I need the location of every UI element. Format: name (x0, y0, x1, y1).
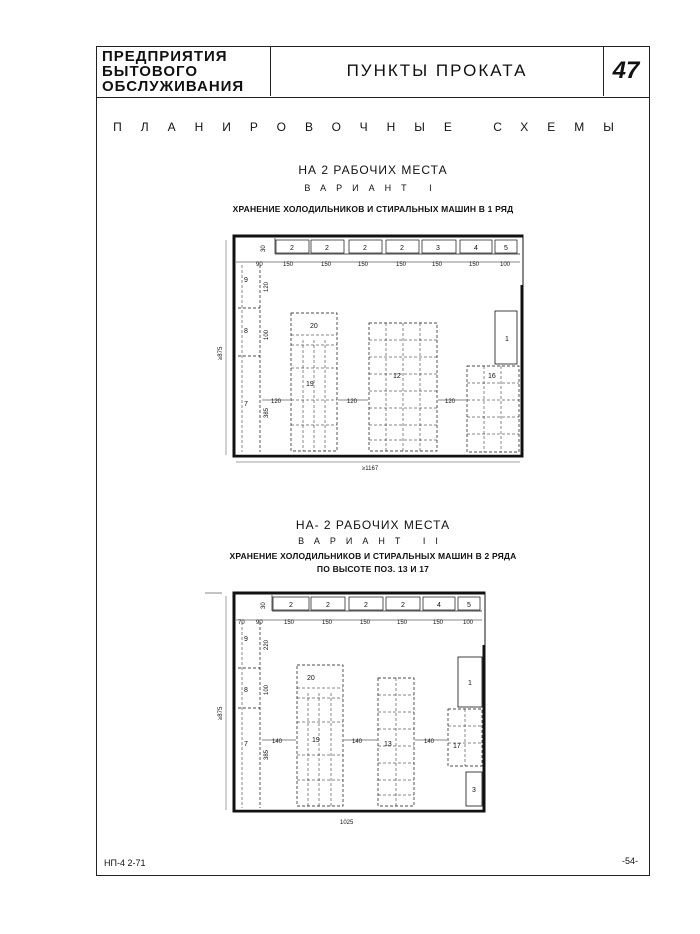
plan1-label-8: 8 (244, 328, 248, 335)
sheet-number: 47 (612, 57, 640, 84)
plan1-caption: ХРАНЕНИЕ ХОЛОДИЛЬНИКОВ И СТИРАЛЬНЫХ МАШИН В 1 РЯД (232, 204, 514, 214)
plan1-dim-top-7: 150 (469, 262, 480, 268)
plan1-aisle-dim-2: 120 (347, 399, 358, 405)
plan2-dim-top-7: 150 (433, 620, 444, 626)
plan1-label-top-6: 4 (474, 245, 478, 252)
page-number: -54- (622, 856, 639, 866)
plan2-label-top-5: 4 (437, 602, 441, 609)
plan2-variant: ВАРИАНТ II (298, 536, 448, 546)
plan1-drawing (226, 235, 523, 462)
plan2-label-top-3: 2 (364, 602, 368, 609)
plan1-left-dim-2: 100 (264, 329, 270, 340)
plan2-label-3: 3 (472, 787, 476, 794)
plan1-label-top-7: 5 (504, 245, 508, 252)
plan1-label-20: 20 (310, 323, 318, 330)
plan2-dim-top-4: 150 (322, 620, 333, 626)
plan2-height-dim: ≥875 (218, 706, 224, 720)
plan2-dim-top-1: 70 (238, 620, 245, 626)
plan2-left-dim-1: 220 (264, 639, 270, 650)
plan2-room-outline (233, 592, 485, 812)
plan2-label-1: 1 (468, 680, 472, 687)
plan1-dim-top-2: 150 (283, 262, 294, 268)
plan1-label-7: 7 (244, 401, 248, 408)
drawing-code: НП-4 2-71 (104, 858, 146, 868)
plan2-dim-top-5: 150 (360, 620, 371, 626)
org-line-3: ОБСЛУЖИВАНИЯ (102, 78, 245, 95)
plan1-dim-top-6: 150 (432, 262, 443, 268)
plan2-label-7: 7 (244, 741, 248, 748)
plan1-label-12: 12 (393, 373, 401, 380)
plan2-aisle-dim-1: 140 (272, 739, 283, 745)
plan2-dim-top-2: 90 (256, 620, 263, 626)
plan2-label-top-6: 5 (467, 602, 471, 609)
plan1-aisle-dim-1: 120 (271, 399, 282, 405)
plan1-width-dim: ≥1167 (362, 466, 379, 472)
plan1-labels (218, 245, 511, 472)
plan1-label-9: 9 (244, 277, 248, 284)
plan2-labels (218, 602, 476, 826)
plan1-label-top-4: 2 (400, 245, 404, 252)
plan2-left-dim-2: 100 (264, 684, 270, 695)
plan2-label-8: 8 (244, 687, 248, 694)
plan2-dim-top-6: 150 (397, 620, 408, 626)
plan2-caption: ХРАНЕНИЕ ХОЛОДИЛЬНИКОВ И СТИРАЛЬНЫХ МАШИН В 2 РЯДА (229, 551, 517, 561)
plan2-width-dim: 1025 (340, 820, 354, 826)
plan1-dim-30: 30 (261, 245, 267, 252)
plan2-dim-30: 30 (261, 602, 267, 609)
plan1-height-dim: ≥875 (218, 346, 224, 360)
plan2-aisle-dim-3: 140 (424, 739, 435, 745)
plan1-dim-top-8: 100 (500, 262, 511, 268)
plan1-label-top-3: 2 (363, 245, 367, 252)
plan2-dim-top-3: 150 (284, 620, 295, 626)
plan1-label-16: 16 (488, 373, 496, 380)
plan1-title: НА 2 РАБОЧИХ МЕСТА (298, 163, 448, 177)
plan1-left-dim-1: 120 (264, 281, 270, 292)
plan2-left-dim-3: 385 (264, 749, 270, 760)
plan1-dim-top-1: 90 (256, 262, 263, 268)
plan1-label-top-1: 2 (290, 245, 294, 252)
plan2-caption2: ПО ВЫСОТЕ ПОЗ. 13 И 17 (316, 564, 430, 574)
plan2-label-17: 17 (453, 743, 461, 750)
plan1-label-19: 19 (306, 381, 314, 388)
org-line-2: БЫТОВОГО (102, 63, 199, 80)
document-title: ПУНКТЫ ПРОКАТА (271, 46, 604, 96)
plan1-left-dim-3: 385 (264, 407, 270, 418)
plan2-label-13: 13 (384, 741, 392, 748)
plan2-label-top-1: 2 (289, 602, 293, 609)
plan2-aisle-dim-2: 140 (352, 739, 363, 745)
plan1-variant: ВАРИАНТ I (304, 183, 442, 193)
plan1-dim-top-5: 150 (396, 262, 407, 268)
org-line-1: ПРЕДПРИЯТИЯ (102, 48, 228, 65)
plan1-label-top-2: 2 (325, 245, 329, 252)
plan1-label-top-5: 3 (436, 245, 440, 252)
plan2-label-19: 19 (312, 737, 320, 744)
plan1-dim-top-4: 150 (358, 262, 369, 268)
plan1-dim-top-3: 150 (321, 262, 332, 268)
plan2-label-20: 20 (307, 675, 315, 682)
plan2-label-top-4: 2 (401, 602, 405, 609)
section-title: ПЛАНИРОВОЧНЫЕ СХЕМЫ (113, 120, 633, 134)
plan1-label-1: 1 (505, 336, 509, 343)
plan1-aisle-dim-3: 120 (445, 399, 456, 405)
plan2-label-top-2: 2 (326, 602, 330, 609)
plan2-dim-top-8: 100 (463, 620, 474, 626)
plan2-title: НА- 2 РАБОЧИХ МЕСТА (295, 518, 451, 532)
plan1-room-outline (233, 235, 523, 457)
plan2-label-9: 9 (244, 636, 248, 643)
